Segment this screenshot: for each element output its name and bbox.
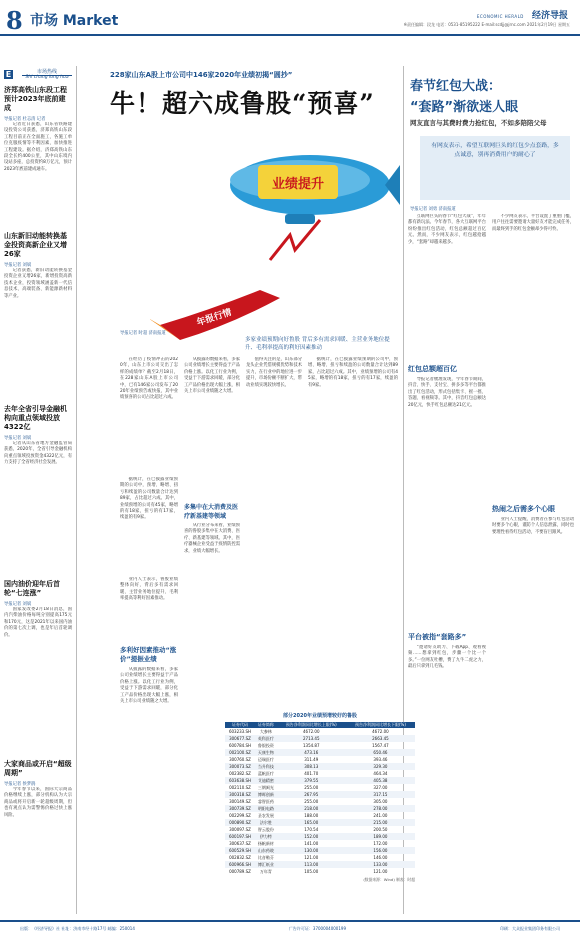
left-article-4 (4, 580, 72, 727)
table-row (225, 728, 415, 735)
table-cell: 308.13 (277, 763, 346, 770)
rocket-label: 年报行情 (195, 307, 234, 329)
table-cell: 002832.SZ (229, 855, 251, 860)
left-article-title: 济郑高铁山东段工程预计2023年底前建成 (4, 86, 67, 112)
table-cell: 002382.SZ (229, 771, 251, 776)
right-subhead-2: 平台被指“套路多” (408, 633, 467, 641)
main-paragraph: 从披露的数据来看，多家公司业绩增长主要得益于产品价格上涨。以化工行业为例，受益于下游需求回暖，部分化工产品价格出现大幅上涨，相关上市公司业绩随之大增。 (184, 357, 240, 395)
right-byline: 导报记者 刘勇 济南报道 (410, 207, 456, 212)
table-cell: 002299.SZ (229, 813, 251, 818)
table-cell: 博晖创新 (255, 791, 277, 798)
table-cell: 明阳电路 (255, 805, 277, 812)
table-cell: 603233.SH (228, 729, 252, 734)
table-cell: 215.00 (346, 819, 415, 826)
right-headline-1: 春节红包大战： (410, 79, 502, 94)
trend-arrow-icon (270, 220, 320, 260)
left-section-en: Shi chang long hua (25, 75, 69, 80)
table-cell: 105.00 (304, 869, 319, 874)
table-cell: 博汇纸业 (255, 861, 277, 868)
table-cell: 002100.SZ (225, 749, 255, 756)
table-cell: 305.00 (373, 799, 388, 804)
table-cell: 405.38 (346, 777, 415, 784)
table-row (225, 819, 415, 826)
main-paragraph: 在经历了疫情冲击的2020年，山东上市公司交出了怎样的成绩单？截至2月18日，在228家山东A股上市公司中，已有146家公司发布了2020年业绩预告或快报，其中业绩预喜的公司占比超过六成。 (120, 357, 178, 401)
table-cell: 2663.45 (346, 735, 415, 742)
table-row (225, 742, 415, 749)
table-cell: 伊力特 (255, 833, 277, 840)
paper-name-en: ECONOMIC HERALD (476, 14, 524, 19)
table-row (225, 805, 415, 812)
table-cell: 189.00 (346, 833, 415, 840)
table-cell: 113.00 (277, 861, 346, 868)
left-article-5 (4, 760, 72, 907)
table-cell: 天康生物 (255, 749, 277, 756)
main-paragraph: 从行业分布来看，业绩预喜的鲁股多集中在大消费、医疗、新基建等领域。其中，医疗器械企业受益于疫情防控需求，业绩大幅增长。 (184, 523, 240, 554)
table-cell: 311.49 (304, 757, 319, 762)
main-col-1 (120, 357, 178, 637)
main-headline: 牛！超六成鲁股“预喜” (110, 89, 375, 118)
table-cell: 002110.SZ (229, 785, 251, 790)
table-header-cell: 证券代码 (225, 722, 255, 728)
left-article-1 (4, 86, 72, 217)
right-headline-2: “套路”渐欲迷人眼 (410, 100, 519, 115)
masthead-info: ※责任编辑：段龙 电话：0531-85195222 E-mail:scdjj@jrnc.com 2021年2月19日 星期五 (403, 22, 570, 27)
table-cell: 300318.SZ (225, 791, 255, 798)
footer-left: 出版：《经济导报》社 社址：济南市经十路17号 邮编：250014 (20, 926, 135, 931)
table-cell: 圣农发展 (257, 813, 274, 818)
section-en: Market (62, 13, 119, 29)
table-cell: 121.00 (304, 855, 319, 860)
table-body (225, 728, 415, 875)
left-article-2 (4, 232, 72, 373)
table-cell: 188.00 (304, 813, 319, 818)
table-cell: 艾迪精密 (255, 777, 277, 784)
illustration-balloon-rocket (150, 140, 400, 350)
main-col-3 (246, 357, 302, 702)
left-article-body: 记者获悉，新旧动能转换基金投资企业又增26家，新增投资高新技术企业，投资领域涵盖新一代信息技术、高端装备、新能源新材料等产业。 (4, 268, 72, 299)
table-cell: 2713.45 (277, 735, 346, 742)
earnings-table (225, 722, 415, 883)
table-cell: 278.00 (346, 805, 415, 812)
main-paragraph: 据统计，在已披露业绩预期的公司中，预增、略增、扭亏和续盈的公司数量合计达到89家，占比超过六成。其中，业绩预增的公司有45家，略增的有18家，扭亏的有17家，续盈的有9家。 (120, 477, 178, 521)
table-cell: 300073.SZ (225, 763, 255, 770)
table-cell: 睿智医药 (257, 799, 274, 804)
main-kicker: 228家山东A股上市公司中146家2020年业绩初揭“圆抄” (110, 71, 293, 79)
right-paragraph: “邀请好友助力、下载App、观看视频……想拿到红包，步骤一个比一个多。”一位网友吐槽，费了九牛二虎之力，最后只拿到几毛钱。 (408, 645, 486, 670)
table-cell: 智云股份 (257, 827, 274, 832)
table-cell: 255.00 (304, 799, 319, 804)
table-cell: 329.30 (346, 763, 415, 770)
table-row (225, 840, 415, 847)
page-number: 8 (6, 6, 23, 35)
left-article-body: 国家发改委2月18日消息，国内汽柴油价格每吨分别提高175元和170元，这是2021年以来国内油价的第七次上调，也是年后首轮调价。 (4, 607, 72, 638)
right-pullquote: 有网友表示，希望互联网巨头的红包少点套路，多点诚意，别再消费用户的耐心了 (431, 143, 559, 158)
table-cell: 141.00 (304, 841, 319, 846)
table-row (225, 770, 415, 777)
table-cell: 1567.47 (372, 743, 389, 748)
left-article-body: 记者近日获悉，山东省铁路建设投资公司获悉，济郑高铁山东段工程目前正在全面施工，各施工单位克服疫情等不利因素，加快推进工程建设。据介绍，济郑高铁山东段全长约400公里，其中山东境内设站多座，总投资约8万亿元，预计2023年底前建成通车。 (4, 122, 72, 172)
table-row (225, 784, 415, 791)
left-section-cn: 市场热线 (22, 68, 72, 76)
footer (0, 920, 580, 936)
right-subhead-1: 红包总额超百亿 (408, 365, 457, 373)
table-cell: 4672.00 (372, 729, 389, 734)
table-cell: 170.54 (304, 827, 319, 832)
balloon-label: 业绩提升 (271, 177, 325, 192)
table-row (225, 826, 415, 833)
table-row (225, 756, 415, 763)
table-header-cell: 预告净利润同比增长下限(%) (346, 722, 415, 728)
table-cell: 200.50 (373, 827, 388, 832)
table-cell: 000789.SZ (229, 869, 251, 874)
table-cell: 4672.00 (302, 729, 320, 734)
table-title: 部分2020年业绩预增较好的鲁股 (283, 713, 357, 719)
table-row (225, 763, 415, 770)
table-note: (数据来源：Wind) 制表：时超 (363, 877, 415, 882)
footer-mid: 广告许可证：3700004000199 (288, 926, 346, 931)
table-row (225, 854, 415, 861)
left-article-title: 去年全省引导金融机构向重点领域投放4322亿 (4, 405, 67, 431)
table-row (225, 868, 415, 875)
table-cell: 241.00 (373, 813, 388, 818)
table-cell: 300149.SZ (229, 799, 251, 804)
table-cell: 300097.SZ (229, 827, 251, 832)
right-paragraph: 业内人士提醒，消费者在参与红包活动时要多个心眼，谨防个人信息泄露，同时也要理性看待红包活动，不要盲目跟风。 (492, 517, 574, 535)
right-subhead: 网友直言与其费时费力抢红包，不如多陪陪父母 (410, 119, 547, 127)
table-cell: 蓝帆医疗 (257, 771, 274, 776)
main-subhead: 多集中在大消费及医疗新基建等领域 (184, 504, 239, 520)
footer-right: 印刷：大众报业集团印务有限公司 (500, 926, 560, 931)
table-cell: 317.15 (346, 791, 415, 798)
table-cell: 152.00 (277, 833, 346, 840)
left-article-byline: 导报记者 刘斌 (4, 436, 32, 441)
main-col-2 (184, 357, 240, 663)
table-row (225, 777, 415, 784)
main-col-4 (308, 357, 398, 702)
table-cell: 603638.SH (225, 777, 255, 784)
table-row (225, 812, 415, 819)
right-paragraph: 导报记者梳理发现，今年春节期间，抖音、快手、支付宝、拼多多等平台都推出了红包活动，形式包括集卡、摇一摇、答题、看视频等。其中，抖音红包总额达20亿元，快手红包总额达21亿元。 (408, 377, 486, 408)
main-paragraph: 从披露的数据来看，多家公司业绩增长主要得益于产品价格上涨。以化工行业为例，受益于下游需求回暖，部分化工产品价格出现大幅上涨，相关上市公司业绩随之大增。 (120, 667, 178, 705)
right-pullquote-box (420, 136, 570, 200)
left-article-byline: 导报记者 侯梦鹃 (4, 782, 36, 787)
table-cell: 鲁银投资 (257, 743, 274, 748)
table-cell: 165.00 (277, 819, 346, 826)
table-cell: 172.00 (373, 841, 388, 846)
table-cell: 156.00 (346, 847, 415, 854)
right-col-2 (492, 214, 574, 907)
table-row (225, 749, 415, 756)
table-cell: 山东药玻 (255, 847, 277, 854)
table-cell: 327.00 (373, 785, 388, 790)
paper-name-cn: 经济导报 (531, 11, 568, 21)
table-cell: 大参林 (259, 729, 272, 734)
column-divider (76, 66, 77, 914)
left-article-title: 山东新旧动能转换基金投资高新企业又增26家 (4, 232, 67, 258)
table-cell: 401.70 (304, 771, 319, 776)
table-cell: 393.46 (373, 757, 388, 762)
left-article-body: 今年春节以来，国际大宗商品价格继续上涨，部分机构认为大宗商品或将开启新一轮超级周期，但也有观点认为需警惕价格过快上涨风险。 (4, 787, 72, 818)
main-col-1b (120, 645, 178, 887)
table-cell: 扬帆新材 (257, 841, 274, 846)
table-cell: 600784.SH (228, 743, 252, 748)
table-row (225, 735, 415, 742)
table-cell: 比音勒芬 (257, 855, 274, 860)
left-article-body: 记者从山东省地方金融监管局获悉，2020年，全省引导金融机构向重点领域投放资金4322亿元，有力支持了全省经济社会发展。 (4, 441, 72, 466)
table-row (225, 847, 415, 854)
table-cell: 473.16 (277, 749, 346, 756)
table-cell: 000890.SZ (225, 819, 255, 826)
main-paragraph: 业内人士表示，鲁股业绩整体向好，背后多有需求回暖、主营业务地位提升、毛利率提高等利好因素推动。 (120, 577, 178, 602)
main-paragraph: 据统计，在已披露业绩预期的公司中，预增、略增、扭亏和续盈的公司数量合计达到89家，占比超过六成。其中，业绩预增的公司有45家，略增的有18家，扭亏的有17家，续盈的有9家。 (308, 357, 398, 388)
table-cell: 三钢闽光 (257, 785, 274, 790)
section-title (30, 10, 118, 30)
table-header-cell: 预告净利润同比增长上限(%) (277, 722, 346, 728)
table-row (225, 861, 415, 868)
main-deck: 多家业绩预期向好鲁股 背后多有需求回暖、主营业务地位提升、毛利率提高的利好因素推动 (245, 337, 390, 351)
table-row (225, 798, 415, 805)
e-tag-icon: E (5, 70, 12, 79)
table-header-cell: 证券简称 (255, 722, 277, 728)
table-cell: 379.55 (277, 777, 346, 784)
left-article-title: 大家商品或开启“超级周期” (4, 760, 72, 777)
table-cell: 218.00 (277, 805, 346, 812)
table-cell: 267.95 (277, 791, 346, 798)
table-cell: 600966.SH (225, 861, 255, 868)
main-byline: 导报记者 时超 济南报道 (120, 331, 166, 336)
left-article-byline: 导报记者 刘斌 (4, 602, 32, 607)
left-article-byline: 导报记者 刘斌 (4, 263, 32, 268)
table-cell: 迈瑞医疗 (257, 757, 274, 762)
table-cell: 464.34 (373, 771, 388, 776)
table-cell: 法尔胜 (255, 819, 277, 826)
table-cell: 300637.SZ (229, 841, 251, 846)
table-row (225, 833, 415, 840)
table-cell: 万年青 (259, 869, 272, 874)
left-article-title: 国内油价迎年后首轮“七连涨” (4, 580, 60, 597)
left-article-3 (4, 405, 72, 551)
right-col-1 (408, 214, 486, 895)
paper-logo (477, 3, 568, 22)
table-cell: 600197.SH (225, 833, 255, 840)
table-row (225, 791, 415, 798)
table-cell: 121.00 (373, 869, 388, 874)
table-cell: 300760.SZ (229, 757, 251, 762)
table-cell: 133.00 (346, 861, 415, 868)
right-paragraph: 互联网巨头的春节“红包大战”，年年都有新玩法。今年春节，各大互联网平台纷纷推出红包活动，红包总额超过百亿元。然而，不少网友表示，红包越抢越少，“套路”却越来越多。 (408, 214, 486, 245)
main-subhead: 多利好因素推动“涨价”提振业绩 (120, 646, 177, 663)
right-paragraph: 不少网友表示，平台设置了重重门槛，用户往往需要邀请大量好友才能完成任务，而最终到手的红包金额却少得可怜。 (492, 214, 574, 232)
table-cell: 600529.SH (225, 847, 255, 854)
table-cell: 300677.SZ (225, 735, 255, 742)
table-cell: 650.46 (346, 749, 415, 756)
table-cell: 当升科技 (255, 763, 277, 770)
main-paragraph: 值得关注的是，山东部分龙头企业凭借规模优势和技术实力，在行业中的地位进一步提升，市场份额不断扩大，带动业绩实现较快增长。 (246, 357, 302, 388)
table-cell: 300739.SZ (225, 805, 255, 812)
section-cn: 市场 (30, 13, 58, 29)
right-subhead-3: 热闹之后需多个心眼 (492, 505, 555, 513)
table-cell: 英科医疗 (255, 735, 277, 742)
table-cell: 130.00 (277, 847, 346, 854)
table-cell: 146.00 (373, 855, 388, 860)
table-cell: 1354.87 (302, 743, 320, 748)
left-article-byline: 导报记者 杜志清 记者 (4, 117, 46, 122)
table-cell: 255.00 (304, 785, 319, 790)
